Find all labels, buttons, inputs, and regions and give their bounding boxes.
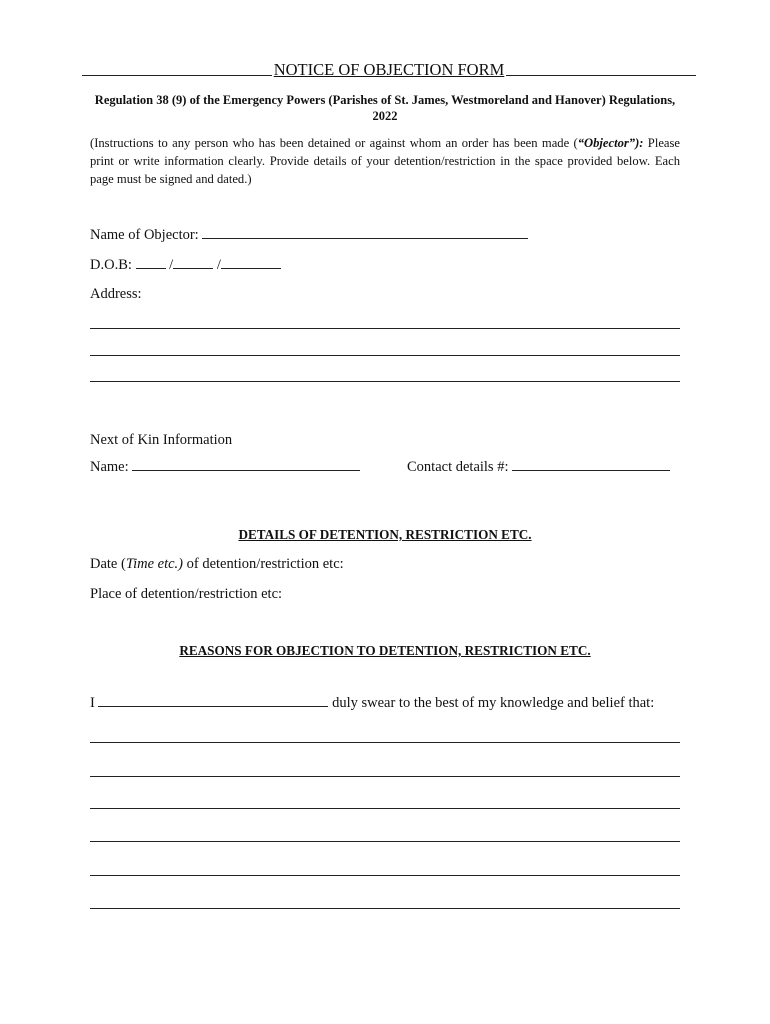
instructions-text-1: (Instructions to any person who has been detained or against whom an order has been made ( [90,136,578,150]
reason-line[interactable] [90,875,680,876]
detention-place-label: Place of detention/restriction etc: [90,586,283,602]
form-subtitle: Regulation 38 (9) of the Emergency Powers (Parishes of St. James, Westmoreland and Hanover) Regulations, 2022 [94,93,676,123]
address-line-3[interactable] [90,381,680,382]
address-label: Address: [90,286,142,302]
next-of-kin-heading: Next of Kin Information [90,432,233,448]
detention-date-label-italic: Time etc.) [125,556,184,572]
address-line-2[interactable] [90,355,680,356]
reason-line[interactable] [90,908,680,909]
dob-separator: / [169,257,174,273]
reason-line[interactable] [90,776,680,777]
kin-contact-row [407,459,670,476]
kin-contact-label: Contact details #: [407,459,509,475]
title-row [82,60,696,84]
oath-suffix: duly swear to the best of my knowledge and belief that: [332,695,655,711]
instructions-text-2: Please print or write information clearly. Provide details of your detention/restriction in the space provided below. Each page must be signed and dated.) [90,136,680,186]
oath-prefix: I [90,695,95,711]
kin-name-label: Name: [90,459,129,475]
objector-name-row [90,227,528,244]
oath-name-field[interactable] [98,705,328,707]
objector-name-label: Name of Objector: [90,227,199,243]
form-title: NOTICE OF OBJECTION FORM [273,60,505,79]
dob-day-field[interactable] [136,267,166,269]
kin-contact-field[interactable] [512,469,670,471]
dob-year-field[interactable] [221,267,281,269]
detention-date-row [90,556,344,573]
dob-row [90,257,281,274]
reasons-heading: REASONS FOR OBJECTION TO DETENTION, RESTRICTION ETC. [179,643,591,658]
detention-heading: DETAILS OF DETENTION, RESTRICTION ETC. [238,527,532,542]
objector-term: “Objector”): [577,136,644,150]
dob-month-field[interactable] [173,267,213,269]
oath-row [90,695,654,712]
detention-date-label-pre: Date ( [90,556,126,572]
objector-name-field[interactable] [202,237,528,239]
instructions [90,134,680,188]
address-line-1[interactable] [90,328,680,329]
detention-date-label-post: of detention/restriction etc: [183,556,344,572]
reason-line[interactable] [90,841,680,842]
reason-line[interactable] [90,742,680,743]
dob-separator: / [216,257,221,273]
kin-name-field[interactable] [132,469,360,471]
reason-line[interactable] [90,808,680,809]
kin-name-row [90,459,360,476]
dob-label: D.O.B: [90,257,132,273]
